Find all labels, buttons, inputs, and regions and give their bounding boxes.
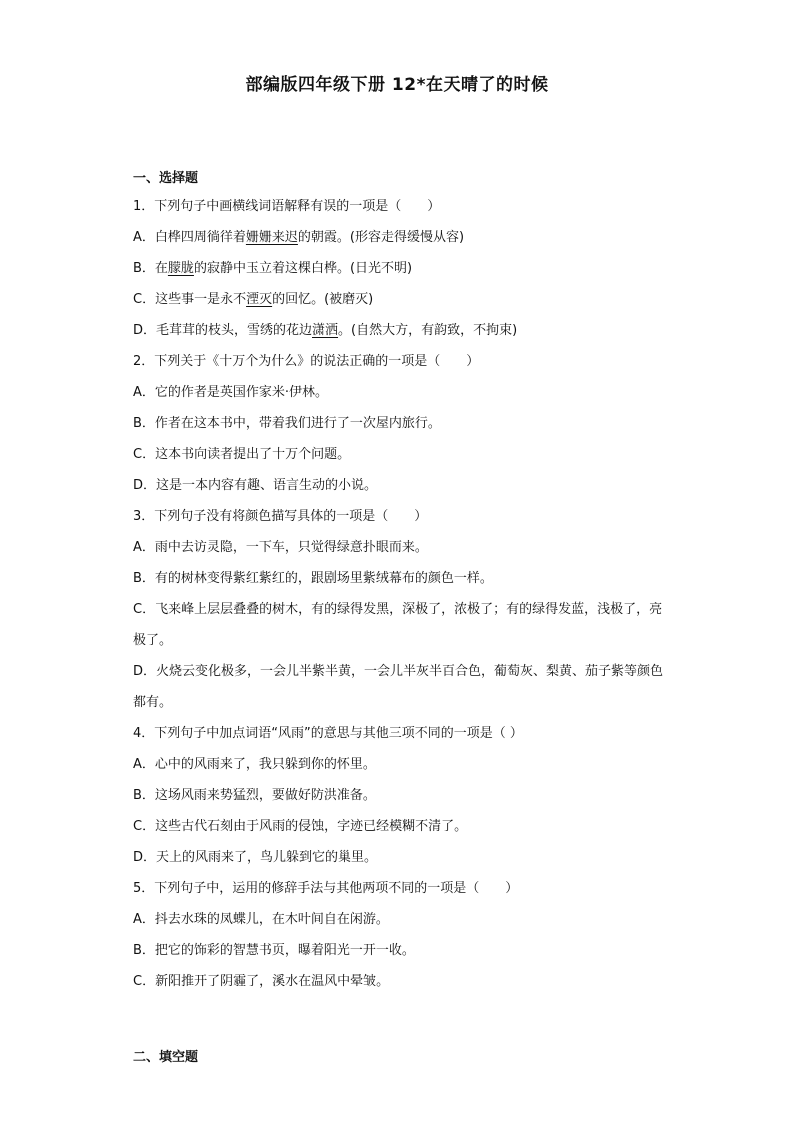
option-a xyxy=(133,222,663,253)
question-1 xyxy=(133,191,663,346)
option-d: D．火烧云变化极多，一会儿半紫半黄，一会儿半灰半百合色，葡萄灰、梨黄、茄子紫等颜色都有。 xyxy=(133,664,664,710)
option-c: C．这些古代石刻由于风雨的侵蚀，字迹已经模糊不清了。 xyxy=(133,819,468,834)
section-heading-fill: 二、填空题 xyxy=(133,1050,199,1065)
option-a: A．心中的风雨来了，我只躲到你的怀里。 xyxy=(133,757,376,772)
option-b: B．有的树林变得紫红紫红的，跟剧场里紫绒幕布的颜色一样。 xyxy=(133,571,493,586)
question-stem: 2．下列关于《十万个为什么》的说法正确的一项是（ ） xyxy=(133,354,480,369)
underlined-word: 潇洒 xyxy=(312,323,339,338)
underlined-word: 姗姗来迟 xyxy=(245,230,298,245)
option-b: B．作者在这本书中，带着我们进行了一次屋内旅行。 xyxy=(133,416,441,431)
option-d: D．这是一本内容有趣、语言生动的小说。 xyxy=(133,478,378,493)
option-c xyxy=(133,284,663,315)
option-c: C．这本书向读者提出了十万个问题。 xyxy=(133,447,351,462)
option-text: B．在 xyxy=(133,261,168,276)
option-text: 的寂静中玉立着这棵白桦。(日光不明) xyxy=(193,261,413,276)
option-text: A．白桦四周徜徉着 xyxy=(133,230,246,245)
question-2 xyxy=(133,346,663,501)
option-c: C．新阳推开了阴霾了，溪水在温风中晕皱。 xyxy=(133,974,390,989)
question-list xyxy=(133,191,663,997)
option-b: B．把它的饰彩的智慧书页，曝着阳光一开一收。 xyxy=(133,943,415,958)
question-stem: 3．下列句子没有将颜色描写具体的一项是（ ） xyxy=(133,509,428,524)
option-d xyxy=(133,315,663,346)
option-text: 的回忆。(被磨灭) xyxy=(272,292,374,307)
section-heading-choice: 一、选择题 xyxy=(133,171,199,186)
question-stem: 4．下列句子中加点词语“风雨”的意思与其他三项不同的一项是（ ） xyxy=(133,726,523,741)
option-b xyxy=(133,253,663,284)
underlined-word: 湮灭 xyxy=(246,292,273,307)
question-4 xyxy=(133,718,663,873)
question-stem: 1．下列句子中画横线词语解释有误的一项是（ ） xyxy=(133,199,441,214)
option-d: D．天上的风雨来了，鸟儿躲到它的巢里。 xyxy=(133,850,378,865)
option-a: A．抖去水珠的凤蝶儿，在木叶间自在闲游。 xyxy=(133,912,389,927)
option-a: A．它的作者是英国作家米·伊林。 xyxy=(133,385,329,400)
page-title: 部编版四年级下册 12*在天晴了的时候 xyxy=(245,75,549,95)
question-3 xyxy=(133,501,663,718)
option-text: 的朝霞。(形容走得缓慢从容) xyxy=(297,230,465,245)
question-5 xyxy=(133,873,663,997)
option-c: C．飞来峰上层层叠叠的树木，有的绿得发黑，深极了，浓极了；有的绿得发蓝，浅极了，亮极了。 xyxy=(133,602,663,648)
option-text: D．毛茸茸的枝头，雪绣的花边 xyxy=(133,323,313,338)
question-stem: 5．下列句子中，运用的修辞手法与其他两项不同的一项是（ ） xyxy=(133,881,519,896)
underlined-word: 朦胧 xyxy=(167,261,194,276)
option-b: B．这场风雨来势猛烈，要做好防洪准备。 xyxy=(133,788,376,803)
option-a: A．雨中去访灵隐，一下车，只觉得绿意扑眼而来。 xyxy=(133,540,428,555)
option-text: C．这些事一是永不 xyxy=(133,292,247,307)
option-text: 。(自然大方，有韵致，不拘束) xyxy=(338,323,518,338)
